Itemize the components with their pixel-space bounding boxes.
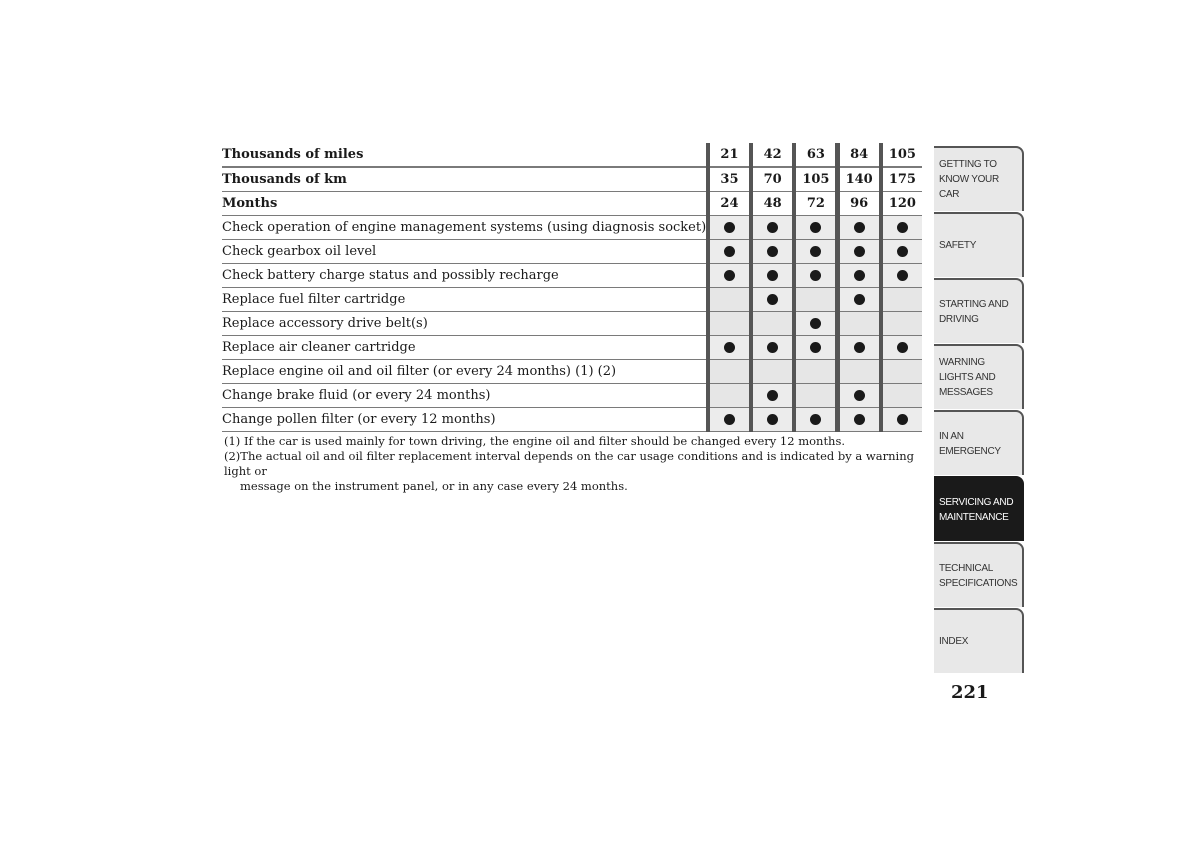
bullet-dot-icon [810,270,821,281]
tab-label: WARNING LIGHTS AND MESSAGES [939,357,996,398]
scheduled-cell [710,216,749,240]
bullet-dot-icon [767,414,778,425]
empty-cell [753,312,792,336]
tab-label: SERVICING AND MAINTENANCE [939,496,1014,523]
bullet-dot-icon [897,270,908,281]
empty-cell [753,360,792,384]
header-row [222,192,922,216]
tab-technical-specifications[interactable] [934,542,1024,607]
bullet-dot-icon [854,294,865,305]
operation-label: Change brake fluid (or every 24 months) [222,384,706,408]
interval-value: 96 [840,192,879,216]
scheduled-cell [753,408,792,432]
interval-value: 105 [796,167,835,192]
bullet-dot-icon [724,270,735,281]
interval-value: 24 [710,192,749,216]
operation-label: Replace fuel filter cartridge [222,288,706,312]
empty-cell [710,360,749,384]
interval-value: 140 [840,167,879,192]
tab-index[interactable] [934,608,1024,673]
tab-servicing-and-maintenance[interactable] [934,476,1024,541]
empty-cell [883,360,922,384]
scheduled-cell [840,264,879,288]
interval-value: 175 [883,167,922,192]
scheduled-cell [840,240,879,264]
footnote-2: (2)The actual oil and oil filter replacement interval depends on the car usage conditions and is indicated by a warning light or [224,449,914,478]
scheduled-cell [840,288,879,312]
tab-label: GETTING TO KNOW YOUR CAR [939,159,999,200]
operation-label: Replace accessory drive belt(s) [222,312,706,336]
chapter-tabs-sidebar [934,146,1024,674]
tab-getting-to-know-your-car[interactable] [934,146,1024,211]
scheduled-cell [883,240,922,264]
operation-label: Replace air cleaner cartridge [222,336,706,360]
bullet-dot-icon [810,342,821,353]
scheduled-cell [796,264,835,288]
operation-label: Check battery charge status and possibly recharge [222,264,706,288]
scheduled-cell [883,264,922,288]
bullet-dot-icon [897,246,908,257]
table-row [222,264,922,288]
bullet-dot-icon [810,318,821,329]
scheduled-cell [883,336,922,360]
interval-value: 21 [710,143,749,167]
scheduled-cell [840,384,879,408]
footnotes [224,434,924,494]
table-row [222,216,922,240]
scheduled-cell [796,240,835,264]
scheduled-cell [796,312,835,336]
table-row [222,336,922,360]
table-row [222,312,922,336]
empty-cell [883,384,922,408]
interval-value: 84 [840,143,879,167]
scheduled-cell [710,336,749,360]
bullet-dot-icon [724,342,735,353]
bullet-dot-icon [810,414,821,425]
tab-label: INDEX [939,636,969,647]
scheduled-cell [753,240,792,264]
table-row [222,384,922,408]
tab-starting-and-driving[interactable] [934,278,1024,343]
operation-label: Check gearbox oil level [222,240,706,264]
table-row [222,408,922,432]
empty-cell [710,288,749,312]
scheduled-cell [753,216,792,240]
tab-label: STARTING AND DRIVING [939,298,1009,325]
bullet-dot-icon [724,246,735,257]
table-row [222,240,922,264]
bullet-dot-icon [854,222,865,233]
scheduled-cell [883,408,922,432]
bullet-dot-icon [854,342,865,353]
interval-value: 48 [753,192,792,216]
bullet-dot-icon [897,414,908,425]
scheduled-cell [796,336,835,360]
header-row-label: Thousands of miles [222,143,706,167]
bullet-dot-icon [810,246,821,257]
footnote-1: (1) If the car is used mainly for town driving, the engine oil and filter should be changed every 12 months. [224,434,846,448]
bullet-dot-icon [724,414,735,425]
empty-cell [796,288,835,312]
bullet-dot-icon [897,222,908,233]
scheduled-cell [840,336,879,360]
maintenance-schedule-table [222,143,922,432]
scheduled-cell [753,336,792,360]
scheduled-cell [753,288,792,312]
interval-value: 120 [883,192,922,216]
scheduled-cell [840,216,879,240]
bullet-dot-icon [854,246,865,257]
bullet-dot-icon [767,222,778,233]
scheduled-cell [883,216,922,240]
maintenance-schedule-table-wrap [222,143,922,432]
empty-cell [796,384,835,408]
interval-value: 105 [883,143,922,167]
footnote-2-continued: message on the instrument panel, or in any case every 24 months. [240,479,628,493]
empty-cell [710,312,749,336]
empty-cell [840,312,879,336]
tab-in-an-emergency[interactable] [934,410,1024,475]
scheduled-cell [710,264,749,288]
bullet-dot-icon [897,342,908,353]
tab-label: TECHNICAL SPECIFICATIONS [939,562,1018,589]
header-row-label: Thousands of km [222,167,706,192]
empty-cell [883,312,922,336]
header-row-label: Months [222,192,706,216]
empty-cell [883,288,922,312]
bullet-dot-icon [767,270,778,281]
bullet-dot-icon [724,222,735,233]
scheduled-cell [710,240,749,264]
empty-cell [796,360,835,384]
bullet-dot-icon [854,270,865,281]
table-row [222,360,922,384]
bullet-dot-icon [767,390,778,401]
bullet-dot-icon [810,222,821,233]
bullet-dot-icon [854,390,865,401]
bullet-dot-icon [767,294,778,305]
tab-safety[interactable] [934,212,1024,277]
empty-cell [840,360,879,384]
header-row [222,143,922,167]
tab-label: IN AN EMERGENCY [939,430,1001,457]
interval-value: 70 [753,167,792,192]
scheduled-cell [753,264,792,288]
bullet-dot-icon [767,342,778,353]
operation-label: Replace engine oil and oil filter (or every 24 months) (1) (2) [222,360,706,384]
empty-cell [710,384,749,408]
interval-value: 42 [753,143,792,167]
tab-label: SAFETY [939,240,977,251]
bullet-dot-icon [767,246,778,257]
bullet-dot-icon [854,414,865,425]
scheduled-cell [796,408,835,432]
scheduled-cell [753,384,792,408]
scheduled-cell [840,408,879,432]
header-row [222,167,922,192]
page-number: 221 [951,682,989,703]
interval-value: 63 [796,143,835,167]
table-row [222,288,922,312]
scheduled-cell [796,216,835,240]
operation-label: Check operation of engine management systems (using diagnosis socket) [222,216,706,240]
interval-value: 72 [796,192,835,216]
tab-warning-lights-and-messages[interactable] [934,344,1024,409]
interval-value: 35 [710,167,749,192]
scheduled-cell [710,408,749,432]
operation-label: Change pollen filter (or every 12 months) [222,408,706,432]
